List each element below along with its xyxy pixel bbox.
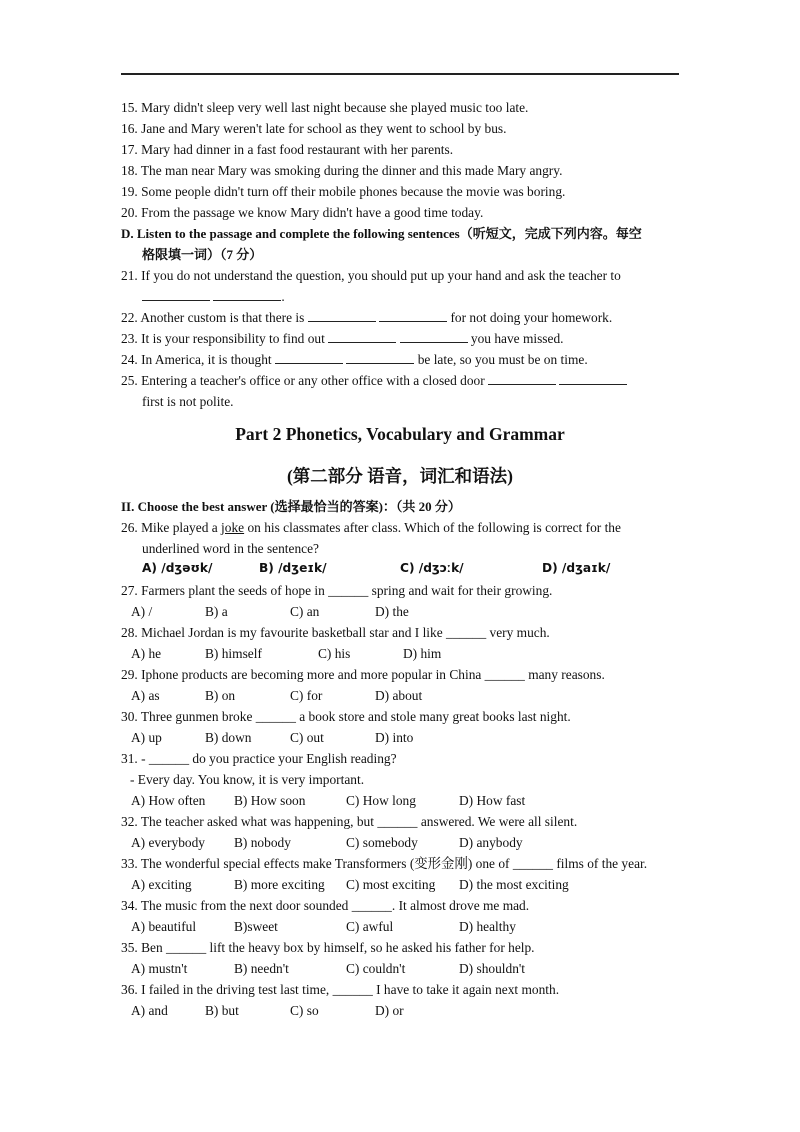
option-b[interactable]: B) but xyxy=(205,1003,239,1018)
option-d[interactable]: D) the most exciting xyxy=(459,877,569,892)
option-a[interactable]: A) beautiful xyxy=(131,919,197,934)
option-b[interactable]: B) needn't xyxy=(234,961,289,976)
option-a[interactable]: A) everybody xyxy=(131,835,205,850)
option-a[interactable]: A) exciting xyxy=(131,877,192,892)
option-a[interactable]: A) /dʒəʊk/ xyxy=(142,561,213,575)
item-18 xyxy=(121,163,562,179)
option-b[interactable]: B) /dʒeɪk/ xyxy=(259,561,327,575)
item-34: 34. The music from the next door sounded ______. It almost drove me mad. xyxy=(121,898,530,913)
item-19 xyxy=(121,184,565,200)
item-text: for not doing your homework. xyxy=(450,310,613,325)
item-35: 35. Ben ______ lift the heavy box by himself, so he asked his father for help. xyxy=(121,940,535,955)
answer-blank[interactable] xyxy=(275,352,343,364)
item-32: 32. The teacher asked what was happening, but ______ answered. We were all silent. xyxy=(121,814,578,829)
item-number: 18. xyxy=(121,163,138,178)
option-a[interactable]: A) mustn't xyxy=(131,961,188,976)
item-31: 31. - ______ do you practice your English reading? xyxy=(121,751,397,766)
option-d[interactable]: D) about xyxy=(375,688,423,703)
item-22 xyxy=(121,310,612,326)
option-b[interactable]: B)sweet xyxy=(234,919,278,934)
item-number: 15. xyxy=(121,100,138,115)
option-c[interactable]: C) somebody xyxy=(346,835,418,850)
item-20 xyxy=(121,205,483,221)
item-30: 30. Three gunmen broke ______ a book store and stole many great books last night. xyxy=(121,709,571,724)
option-c[interactable]: C) How long xyxy=(346,793,416,808)
item-17 xyxy=(121,142,453,158)
option-d[interactable]: D) /dʒaɪk/ xyxy=(542,561,611,575)
underlined-word: joke xyxy=(221,520,245,535)
item-number: 20. xyxy=(121,205,138,220)
option-b[interactable]: B) nobody xyxy=(234,835,291,850)
item-23 xyxy=(121,331,564,347)
option-c[interactable]: C) so xyxy=(290,1003,319,1018)
option-d[interactable]: D) healthy xyxy=(459,919,516,934)
answer-blank[interactable] xyxy=(308,310,376,322)
item-text: on his classmates after class. Which of the following is correct for the xyxy=(247,520,621,535)
item-16 xyxy=(121,121,506,137)
option-a[interactable]: A) he xyxy=(131,646,162,661)
part2-subheading: (第二部分 语音，词汇和语法) xyxy=(286,466,514,486)
item-29: 29. Iphone products are becoming more and more popular in China ______ many reasons. xyxy=(121,667,605,682)
item-text: From the passage we know Mary didn't have a good time today. xyxy=(141,205,484,220)
option-c[interactable]: C) out xyxy=(290,730,324,745)
option-d[interactable]: D) anybody xyxy=(459,835,523,850)
option-c[interactable]: C) an xyxy=(290,604,320,619)
option-b[interactable]: B) himself xyxy=(205,646,262,661)
option-b[interactable]: B) How soon xyxy=(234,793,306,808)
option-c[interactable]: C) for xyxy=(290,688,323,703)
option-b[interactable]: B) more exciting xyxy=(234,877,325,892)
option-b[interactable]: B) on xyxy=(205,688,236,703)
item-26-cont: underlined word in the sentence? xyxy=(142,541,319,556)
answer-blank[interactable] xyxy=(379,310,447,322)
item-text: Some people didn't turn off their mobile phones because the movie was boring. xyxy=(141,184,566,199)
item-text: you have missed. xyxy=(470,331,564,346)
option-a[interactable]: A) / xyxy=(131,604,153,619)
option-c[interactable]: C) awful xyxy=(346,919,394,934)
option-a[interactable]: A) up xyxy=(131,730,162,745)
item-text: 26. Mike played a xyxy=(121,520,218,535)
section-ii-title: II. Choose the best answer (选择最恰当的答案)：（共 20 分） xyxy=(121,499,461,514)
option-c[interactable]: C) most exciting xyxy=(346,877,436,892)
item-21-blanks xyxy=(142,289,285,305)
item-number: 19. xyxy=(121,184,138,199)
item-text: 24. In America, it is thought xyxy=(121,352,272,367)
item-25-cont: first is not polite. xyxy=(142,394,234,409)
item-text: Mary had dinner in a fast food restaurant with her parents. xyxy=(141,142,454,157)
answer-blank[interactable] xyxy=(328,331,396,343)
header-rule xyxy=(121,73,679,75)
item-text: The man near Mary was smoking during the dinner and this made Mary angry. xyxy=(140,163,563,178)
option-d[interactable]: D) him xyxy=(403,646,442,661)
option-d[interactable]: D) or xyxy=(375,1003,404,1018)
item-25 xyxy=(121,373,627,389)
option-d[interactable]: D) the xyxy=(375,604,409,619)
option-b[interactable]: B) a xyxy=(205,604,228,619)
option-a[interactable]: A) and xyxy=(131,1003,168,1018)
item-33: 33. The wonderful special effects make Transformers (变形金刚) one of ______ films of the year. xyxy=(121,856,648,871)
option-c[interactable]: C) his xyxy=(318,646,351,661)
item-24 xyxy=(121,352,588,368)
item-21: 21. If you do not understand the question, you should put up your hand and ask the teacher to xyxy=(121,268,621,283)
answer-blank[interactable] xyxy=(142,289,210,301)
option-b[interactable]: B) down xyxy=(205,730,252,745)
answer-blank[interactable] xyxy=(213,289,281,301)
item-text: Jane and Mary weren't late for school as they went to school by bus. xyxy=(141,121,507,136)
option-c[interactable]: C) couldn't xyxy=(346,961,406,976)
option-d[interactable]: D) shouldn't xyxy=(459,961,526,976)
answer-blank[interactable] xyxy=(346,352,414,364)
item-text: be late, so you must be on time. xyxy=(417,352,588,367)
item-36: 36. I failed in the driving test last time, ______ I have to take it again next month. xyxy=(121,982,560,997)
section-d-title-cont: 格限填一词）（7 分） xyxy=(142,247,263,262)
item-number: 17. xyxy=(121,142,138,157)
item-text: 23. It is your responsibility to find out xyxy=(121,331,325,346)
option-a[interactable]: A) How often xyxy=(131,793,206,808)
option-d[interactable]: D) into xyxy=(375,730,414,745)
part2-heading: Part 2 Phonetics, Vocabulary and Grammar xyxy=(235,424,565,444)
item-text: 22. Another custom is that there is xyxy=(121,310,305,325)
answer-blank[interactable] xyxy=(559,373,627,385)
item-number: 16. xyxy=(121,121,138,136)
item-31-response: - Every day. You know, it is very important. xyxy=(130,772,365,787)
option-c[interactable]: C) /dʒɔːk/ xyxy=(400,561,464,575)
option-d[interactable]: D) How fast xyxy=(459,793,526,808)
item-15 xyxy=(121,100,528,116)
item-27: 27. Farmers plant the seeds of hope in ______ spring and wait for their growing. xyxy=(121,583,553,598)
section-d-title: D. Listen to the passage and complete the following sentences（听短文，完成下列内容。每空 xyxy=(121,226,642,241)
item-28: 28. Michael Jordan is my favourite basketball star and I like ______ very much. xyxy=(121,625,550,640)
answer-blank[interactable] xyxy=(400,331,468,343)
item-text: 25. Entering a teacher's office or any other office with a closed door xyxy=(121,373,485,388)
answer-blank[interactable] xyxy=(488,373,556,385)
item-text: Mary didn't sleep very well last night because she played music too late. xyxy=(141,100,529,115)
option-a[interactable]: A) as xyxy=(131,688,160,703)
item-text: . xyxy=(281,289,285,304)
item-26 xyxy=(121,520,621,536)
